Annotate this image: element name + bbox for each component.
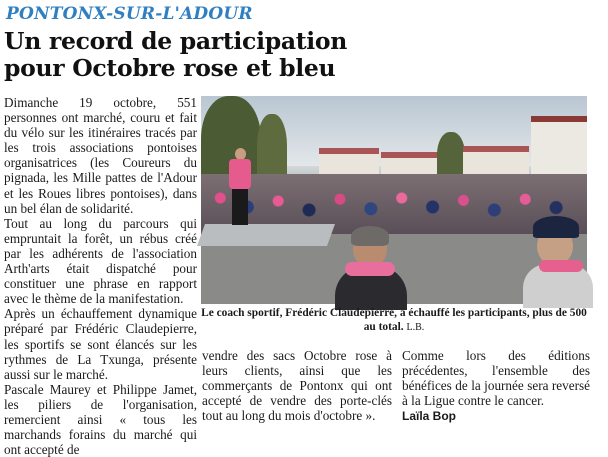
photo-building	[381, 152, 445, 176]
photo-foreground-person-right	[523, 216, 593, 306]
paragraph-3: Après un échauffement dynamique préparé par Frédéric Claudepierre, les sportifs se sont élancés sur les rythmes de La Txunga, présente aussi sur le marché.	[4, 306, 197, 382]
photo-foreground-person	[331, 226, 411, 306]
article-kicker: PONTONX-SUR-L'ADOUR	[6, 4, 253, 24]
article-photo	[201, 96, 587, 304]
headline-line-1: Un record de participation	[4, 27, 348, 55]
body-column-left	[4, 95, 197, 457]
photo-caption	[201, 307, 587, 334]
photo-credit: L.B.	[406, 321, 425, 333]
photo-building	[463, 146, 529, 176]
paragraph-5: vendre des sacs Octobre rose à leurs clients, ainsi que les commerçants de Pontonx qui ont accepté de vendre des porte-clés tout au long du mois d'octobre ».	[202, 348, 392, 424]
paragraph-6: Comme lors des éditions précédentes, l'ensemble des bénéfices de la journée sera reversé à la Ligue contre le cancer.	[402, 348, 590, 409]
headline-line-2: pour Octobre rose et bleu	[4, 54, 336, 82]
photo-coach	[227, 148, 253, 228]
paragraph-4: Pascale Maurey et Philippe Jamet, les piliers de l'organisation, remercient ainsi « tous les marchands forains du marché qui ont accepté de	[4, 381, 197, 457]
article-headline	[4, 28, 604, 82]
author-byline: Laïla Bop	[402, 409, 457, 424]
caption-text: Le coach sportif, Frédéric Claudepierre, a échauffé les participants, plus de 500 au total.	[201, 307, 587, 333]
paragraph-2: Tout au long du parcours qui empruntait la forêt, un rébus créé par les adhérents de l'association Arth'arts était dispatché pour constituer une phrase en rapport avec le thème de la manifestation.	[4, 215, 197, 307]
photo-building	[531, 116, 587, 178]
paragraph-1: Dimanche 19 octobre, 551 personnes ont marché, couru et fait du vélo sur les itinéraires tracés par les trois associations pontoises organisatrices (les Coureurs du pignada, les Mille pattes de l'Adour et les Roues libres pontoises), dans un bel élan de solidarité.	[4, 95, 197, 216]
photo-stage	[197, 224, 335, 246]
photo-building	[319, 148, 379, 176]
body-column-right	[402, 348, 590, 424]
body-column-middle	[202, 348, 392, 423]
